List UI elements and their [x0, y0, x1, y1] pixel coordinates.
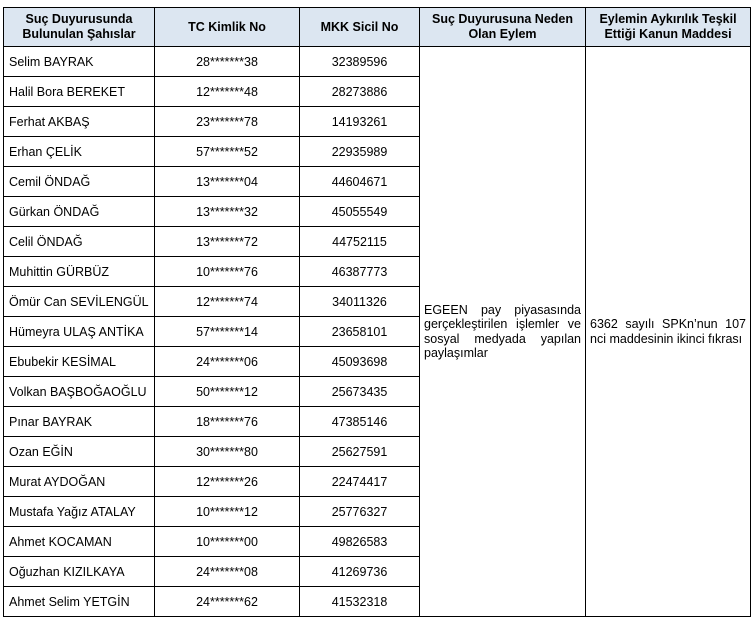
mkk-no: 22935989 [300, 137, 420, 167]
mkk-no: 41269736 [300, 557, 420, 587]
header-tc-no: TC Kimlik No [155, 8, 300, 47]
tc-no: 57*******52 [155, 137, 300, 167]
person-name: Hümeyra ULAŞ ANTİKA [4, 317, 155, 347]
tc-no: 12*******74 [155, 287, 300, 317]
tc-no: 13*******32 [155, 197, 300, 227]
person-name: Ferhat AKBAŞ [4, 107, 155, 137]
person-name: Oğuzhan KIZILKAYA [4, 557, 155, 587]
person-name: Ozan EĞİN [4, 437, 155, 467]
tc-no: 24*******06 [155, 347, 300, 377]
header-mkk-no: MKK Sicil No [300, 8, 420, 47]
tc-no: 10*******76 [155, 257, 300, 287]
header-persons: Suç Duyurusunda Bulunulan Şahıslar [4, 8, 155, 47]
person-name: Murat AYDOĞAN [4, 467, 155, 497]
person-name: Erhan ÇELİK [4, 137, 155, 167]
mkk-no: 28273886 [300, 77, 420, 107]
tc-no: 28*******38 [155, 47, 300, 77]
header-action: Suç Duyurusuna Neden Olan Eylem [420, 8, 586, 47]
person-name: Muhittin GÜRBÜZ [4, 257, 155, 287]
person-name: Gürkan ÖNDAĞ [4, 197, 155, 227]
person-name: Ömür Can SEVİLENGÜL [4, 287, 155, 317]
mkk-no: 41532318 [300, 587, 420, 617]
person-name: Selim BAYRAK [4, 47, 155, 77]
person-name: Ahmet KOCAMAN [4, 527, 155, 557]
tc-no: 24*******08 [155, 557, 300, 587]
mkk-no: 44752115 [300, 227, 420, 257]
mkk-no: 44604671 [300, 167, 420, 197]
tc-no: 50*******12 [155, 377, 300, 407]
person-name: Cemil ÖNDAĞ [4, 167, 155, 197]
tc-no: 30*******80 [155, 437, 300, 467]
tc-no: 18*******76 [155, 407, 300, 437]
header-law-article: Eylemin Aykırılık Teşkil Ettiği Kanun Maddesi [586, 8, 751, 47]
mkk-no: 47385146 [300, 407, 420, 437]
mkk-no: 23658101 [300, 317, 420, 347]
mkk-no: 49826583 [300, 527, 420, 557]
suspects-table [3, 7, 751, 617]
person-name: Mustafa Yağız ATALAY [4, 497, 155, 527]
person-name: Ahmet Selim YETGİN [4, 587, 155, 617]
tc-no: 23*******78 [155, 107, 300, 137]
tc-no: 13*******04 [155, 167, 300, 197]
mkk-no: 45055549 [300, 197, 420, 227]
tc-no: 10*******12 [155, 497, 300, 527]
tc-no: 10*******00 [155, 527, 300, 557]
tc-no: 12*******48 [155, 77, 300, 107]
mkk-no: 14193261 [300, 107, 420, 137]
action-cell: EGEEN pay piyasasında gerçekleştirilen işlemler ve sosyal medyada yapılan paylaşımlar [420, 47, 586, 617]
person-name: Ebubekir KESİMAL [4, 347, 155, 377]
mkk-no: 34011326 [300, 287, 420, 317]
tc-no: 57*******14 [155, 317, 300, 347]
tc-no: 24*******62 [155, 587, 300, 617]
mkk-no: 25627591 [300, 437, 420, 467]
person-name: Halil Bora BEREKET [4, 77, 155, 107]
person-name: Celil ÖNDAĞ [4, 227, 155, 257]
header-row [4, 8, 751, 47]
mkk-no: 45093698 [300, 347, 420, 377]
law-article-cell: 6362 sayılı SPKn’nun 107 nci maddesinin ikinci fıkrası [586, 47, 751, 617]
table-row [4, 47, 751, 77]
tc-no: 13*******72 [155, 227, 300, 257]
mkk-no: 25776327 [300, 497, 420, 527]
mkk-no: 32389596 [300, 47, 420, 77]
tc-no: 12*******26 [155, 467, 300, 497]
mkk-no: 46387773 [300, 257, 420, 287]
mkk-no: 25673435 [300, 377, 420, 407]
person-name: Pınar BAYRAK [4, 407, 155, 437]
mkk-no: 22474417 [300, 467, 420, 497]
person-name: Volkan BAŞBOĞAOĞLU [4, 377, 155, 407]
